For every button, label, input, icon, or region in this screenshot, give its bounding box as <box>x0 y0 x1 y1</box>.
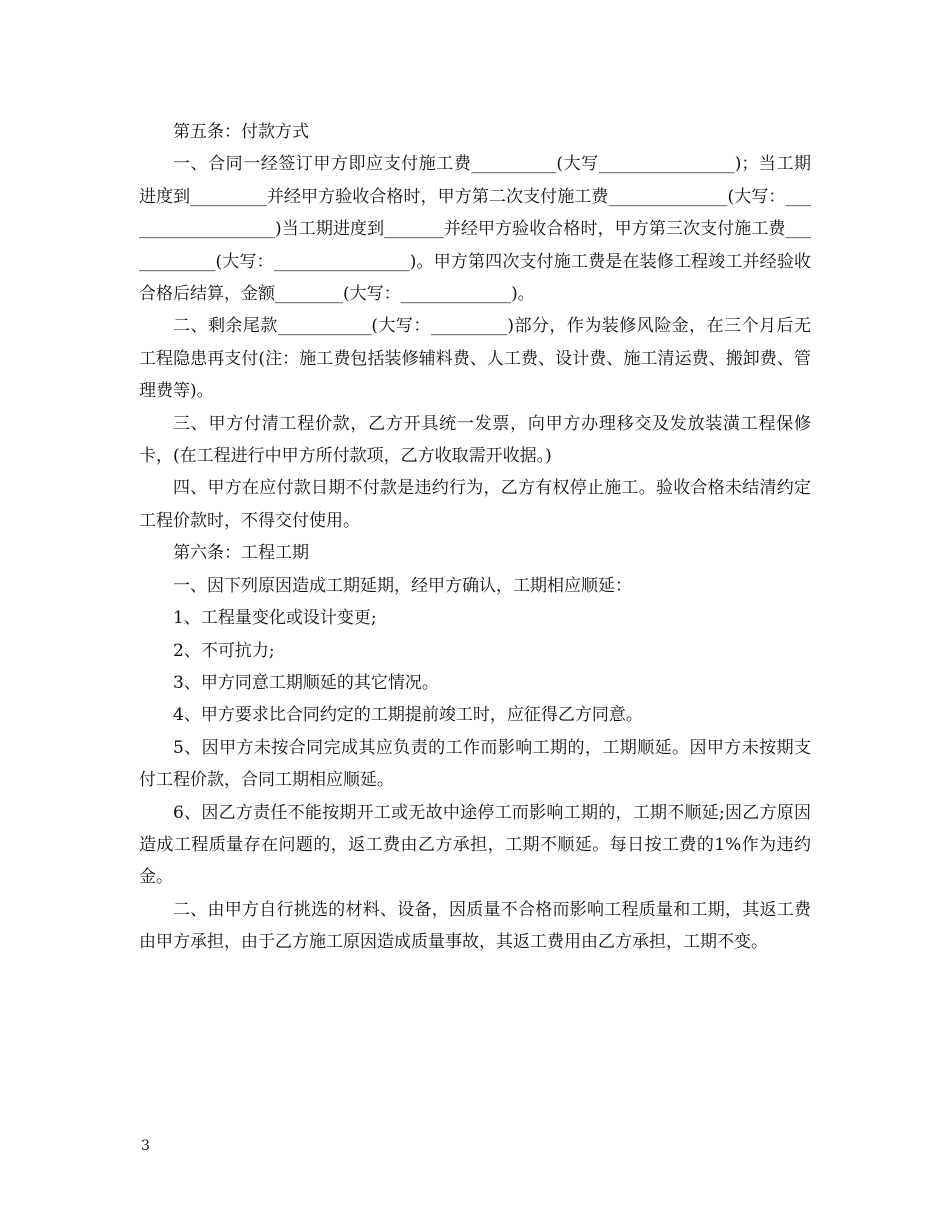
paragraph-remaining-balance: 二、剩余尾款___________(大写：_________)部分，作为装修风险金，在三个月后无工程隐患再支付(注：施工费包括装修辅料费、人工费、设计费、施工清运费、搬卸费、管理费等)。 <box>139 316 811 402</box>
page-number: 3 <box>141 1138 150 1154</box>
list-item-1: 1、工程量变化或设计变更; <box>173 608 377 629</box>
list-item-6: 6、因乙方责任不能按期开工或无故中途停工而影响工期的，工期不顺延;因乙方原因造成工程质量存在问题的，返工费由乙方承担，工期不顺延。每日按工费的1%作为违约金。 <box>139 802 811 888</box>
paragraph-delay-causes: 一、因下列原因造成工期延期，经甲方确认，工期相应顺延： <box>173 575 632 596</box>
section-heading-schedule: 第六条：工程工期 <box>173 543 309 564</box>
list-item-4: 4、甲方要求比合同约定的工期提前竣工时，应征得乙方同意。 <box>173 705 643 726</box>
paragraph-materials: 二、由甲方自行挑选的材料、设备，因质量不合格而影响工程质量和工期，其返工费由甲方承担，由于乙方施工原因造成质量事故，其返工费用由乙方承担，工期不变。 <box>139 899 811 953</box>
section-heading-payment: 第五条：付款方式 <box>173 122 309 142</box>
paragraph-payment-installments: 一、合同一经签订甲方即应支付施工费__________(大写________________)；当工期进度到_________并经甲方验收合格时，甲方第二次支付施工费______________(大写：___________________)当工期进度到_______并经甲方验收合格时，甲方第三次支付施工费____________(大写：________________)。甲方第四次支付施工费是在装修工程竣工并经验收合格后结算，金额________(大写：_____________)。 <box>139 154 811 305</box>
list-item-3: 3、甲方同意工期顺延的其它情况。 <box>173 672 439 693</box>
paragraph-invoice: 三、甲方付清工程价款，乙方开具统一发票，向甲方办理移交及发放装潢工程保修卡，(在工程进行中甲方所付款项，乙方收取需开收据。) <box>139 413 811 467</box>
paragraph-default: 四、甲方在应付款日期不付款是违约行为，乙方有权停止施工。验收合格未结清约定工程价款时，不得交付使用。 <box>139 478 811 531</box>
list-item-5: 5、因甲方未按合同完成其应负责的工作而影响工期的，工期顺延。因甲方未按期支付工程价款，合同工期相应顺延。 <box>139 737 811 791</box>
list-item-2: 2、不可抗力; <box>173 640 275 661</box>
document-body <box>139 116 811 959</box>
